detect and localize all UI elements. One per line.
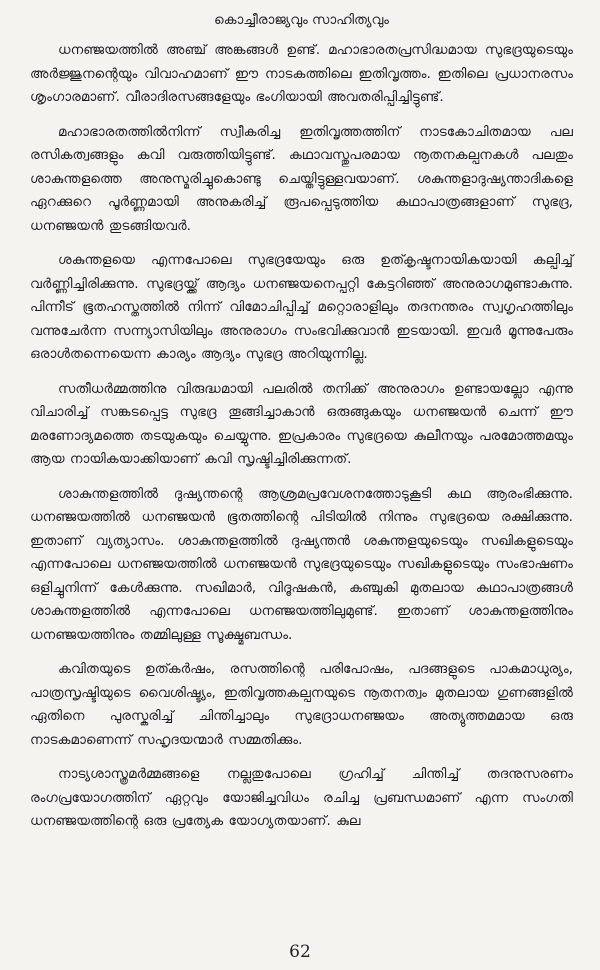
body-text [30,39,573,834]
page-number: 62 [289,942,311,962]
paragraph: കവിതയുടെ ഉത്കർഷം, രസത്തിന്റെ പരിപോഷം, പദങ്ങളുടെ പാകമാധുര്യം, പാത്രസൃഷ്ടിയുടെ വൈശിഷ്ട്യം, ഇതിവൃത്തകല്പനയുടെ നൂതനത്വം മുതലായ ഗുണങ്ങളിൽ ഏതിനെ പുരസ്കരിച്ച് ചിന്തിച്ചാലും സുഭദ്രാധനഞ്ജയം അത്യുത്തമമായ ഒരു നാടകമാണെന്ന് സഹൃദയന്മാർ സമ്മതിക്കും. [30,661,573,748]
paragraph: ശകുന്തളയെ എന്നപോലെ സുഭദ്രയേയും ഒരു ഉത്കൃഷ്ടനായികയായി കല്പിച്ച് വർണ്ണിച്ചിരിക്കുന്നു. സുഭദ്രയ്ക്ക് ആദ്യം ധനഞ്ജയനെപ്പറ്റി കേട്ടറിഞ്ഞ് അനുരാഗമുണ്ടാകുന്നു. പിന്നീട് ഭൂതഹസ്തത്തിൽ നിന്ന് വിമോചിപ്പിച്ച് മറ്റൊരാളിലും തദനന്തരം സ്വഗൃഹത്തിലും വന്നുചേർന്ന സന്ന്യാസിയിലും അനുരാഗം സംഭവിക്കുവാൻ ഇടയായി. ഇവർ മൂന്നുപേരും ഒരാൾതന്നെയെന്ന കാര്യം ആദ്യം സുഭദ്ര അറിയുന്നില്ല. [30,252,573,362]
paragraph: സതീധർമ്മത്തിനു വിരുദ്ധമായി പലരിൽ തനിക്ക് അനുരാഗം ഉണ്ടായല്ലോ എന്നു വിചാരിച്ച് സങ്കടപ്പെട്ട സുഭദ്ര തൂങ്ങിച്ചാകാൻ ഒരുങ്ങുകയും ധനഞ്ജയൻ ചെന്ന് ഈ മരണോദ്യമത്തെ തടയുകയും ചെയ്യുന്നു. ഇപ്രകാരം സുഭദ്രയെ കുലീനയും പരമോത്തമയും ആയ നായികയാക്കിയാണ് കവി സൃഷ്ടിച്ചിരിക്കുന്നത്. [30,380,573,467]
paragraph: ശാകുന്തളത്തിൽ ദുഷ്യന്തന്റെ ആശ്രമപ്രവേശനത്തോടുകൂടി കഥ ആരംഭിക്കുന്നു. ധനഞ്ജയത്തിൽ ധനഞ്ജയൻ ഭൂതത്തിന്റെ പിടിയിൽ നിന്നും സുഭദ്രയെ രക്ഷിക്കുന്നു. ഇതാണ് വ്യത്യാസം. ശാകുന്തളത്തിൽ ദുഷ്യന്തൻ ശകുന്തളയുടെയും സഖികളുടെയും എന്നപോലെ ധനഞ്ജയത്തിൽ ധനഞ്ജയൻ സുഭദ്രയുടെയും സഖികളുടെയും സംഭാഷണം ഒളിച്ചുനിന്ന് കേൾക്കുന്നു. സഖിമാർ, വിദൂഷകൻ, കഞ്ചുകി മുതലായ കഥാപാത്രങ്ങൾ ശാകുന്തളത്തിൽ എന്നപോലെ ധനഞ്ജയത്തിലുമുണ്ട്. ഇതാണ് ശാകുന്തളത്തിനും ധനഞ്ജയത്തിനും തമ്മിലുള്ള സൂക്ഷ്മബന്ധം. [30,485,573,643]
paragraph: ധനഞ്ജയത്തിൽ അഞ്ച് അങ്കങ്ങൾ ഉണ്ട്. മഹാഭാരതപ്രസിദ്ധമായ സുഭദ്രയുടെയും അർജ്ജുനന്റെയും വിവാഹമാണ് ഈ നാടകത്തിലെ ഇതിവൃത്തം. ഇതിലെ പ്രധാനരസം ശൃംഗാരമാണ്. വീരാദിരസങ്ങളേയും ഭംഗിയായി അവതരിപ്പിച്ചിട്ടുണ്ട്. [30,42,573,105]
paragraph: മഹാഭാരതത്തിൽനിന്ന് സ്വീകരിച്ച ഇതിവൃത്തത്തിന് നാടകോചിതമായ പല രസികത്വങ്ങളും കവി വരുത്തിയിട്ടുണ്ട്. കഥാവസ്തുപരമായ നൂതനകല്പനകൾ പലതും ശാകുന്തളത്തെ അനുസ്മരിച്ചുകൊണ്ടു ചെയ്തിട്ടുള്ളവയാണ്. ശകുന്തളാദുഷ്യന്താദികളെ ഏറക്കുറെ പൂർണ്ണമായി അനുകരിച്ച് രൂപപ്പെടുത്തിയ കഥാപാത്രങ്ങളാണ് സുഭദ്ര, ധനഞ്ജയൻ തുടങ്ങിയവർ. [30,123,573,234]
paragraph: നാട്യശാസ്ത്രമർമ്മങ്ങളെ നല്ലതുപോലെ ഗ്രഹിച്ച് ചിന്തിച്ച് തദനുസരണം രംഗപ്രയോഗത്തിന് ഏറ്റവും യോജിച്ചവിധം രചിച്ച പ്രബന്ധമാണ് എന്ന സംഗതി ധനഞ്ജയത്തിന്റെ ഒരു പ്രത്യേക യോഗ്യതയാണ്. കുല [30,766,573,829]
running-head: കൊച്ചീരാജ്യവും സാഹിത്യവും [214,12,389,28]
